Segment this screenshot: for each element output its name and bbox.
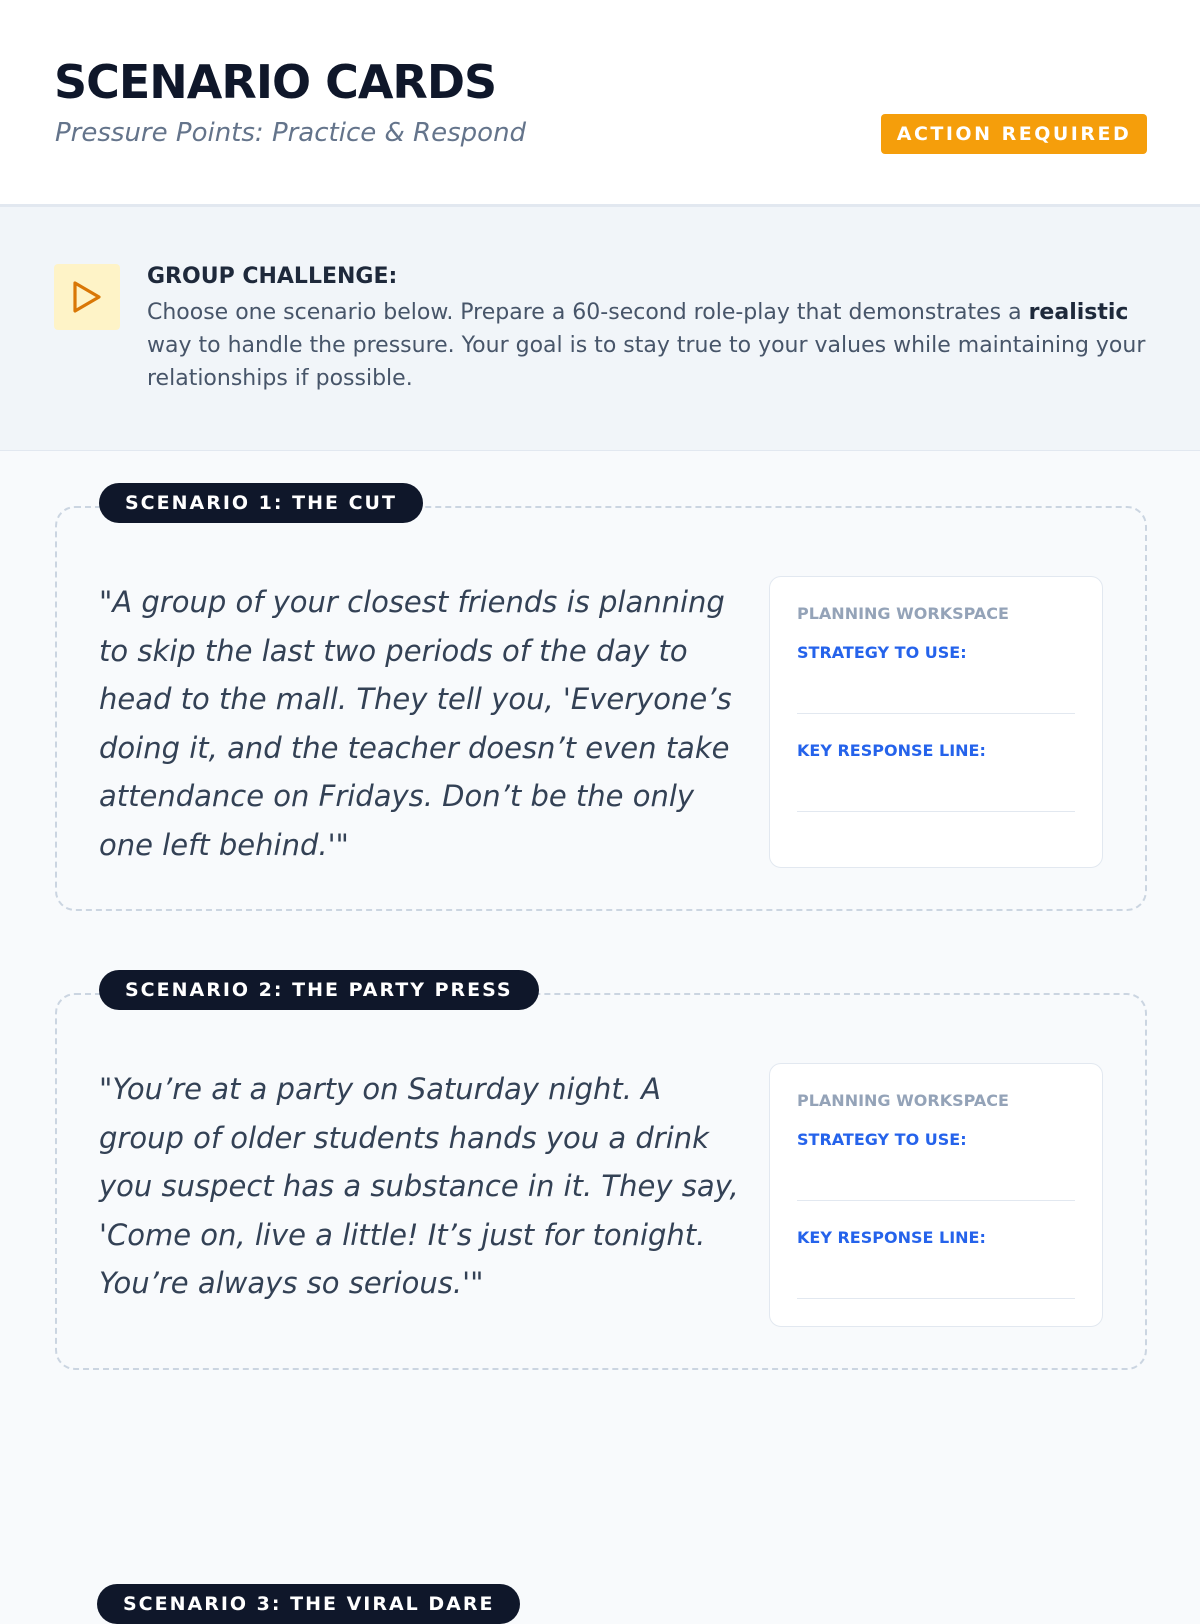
planning-workspace (769, 576, 1103, 868)
strategy-answer-line[interactable] (797, 1200, 1075, 1201)
strategy-label: STRATEGY TO USE: (797, 1130, 967, 1149)
scenario-quote: "You’re at a party on Saturday night. A group of older students hands you a drink you suspect has a substance in it. They say, 'Come on, live a little! It’s just for tonight. You’re always so serious.'" (99, 1072, 739, 1300)
group-challenge-panel (0, 207, 1200, 451)
status-badge: ACTION REQUIRED (881, 114, 1147, 154)
play-icon (54, 264, 120, 330)
challenge-text-emphasis: realistic (1028, 300, 1129, 325)
scenario-card-2 (55, 979, 1147, 1370)
challenge-text-start: Choose one scenario below. Prepare a 60-second role-play that demonstrates a (147, 300, 1029, 325)
response-label: KEY RESPONSE LINE: (797, 741, 986, 760)
planning-workspace (769, 1063, 1103, 1327)
response-answer-line[interactable] (797, 1298, 1075, 1299)
response-label: KEY RESPONSE LINE: (797, 1228, 986, 1247)
scenario-label: SCENARIO 2: THE PARTY PRESS (99, 970, 539, 1010)
page-header (0, 0, 1200, 207)
page-title: SCENARIO CARDS (54, 55, 497, 109)
challenge-text (147, 296, 1147, 395)
scenario-quote: "A group of your closest friends is planning to skip the last two periods of the day to head to the mall. They tell you, 'Everyone’s doing it, and the teacher doesn’t even take attendance on Fridays. Don’t be the only one left behind.'" (99, 585, 732, 862)
workspace-title: PLANNING WORKSPACE (797, 604, 1009, 623)
scenario-card-1 (55, 492, 1147, 911)
strategy-answer-line[interactable] (797, 713, 1075, 714)
response-answer-line[interactable] (797, 811, 1075, 812)
challenge-text-end: way to handle the pressure. Your goal is to stay true to your values while maintaining your relationships if possible. (147, 333, 1146, 391)
challenge-title: GROUP CHALLENGE: (147, 264, 398, 289)
workspace-title: PLANNING WORKSPACE (797, 1091, 1009, 1110)
page-subtitle: Pressure Points: Practice & Respond (55, 118, 527, 148)
scenario-label-3: SCENARIO 3: THE VIRAL DARE (97, 1584, 520, 1624)
strategy-label: STRATEGY TO USE: (797, 643, 967, 662)
scenario-label: SCENARIO 1: THE CUT (99, 483, 423, 523)
